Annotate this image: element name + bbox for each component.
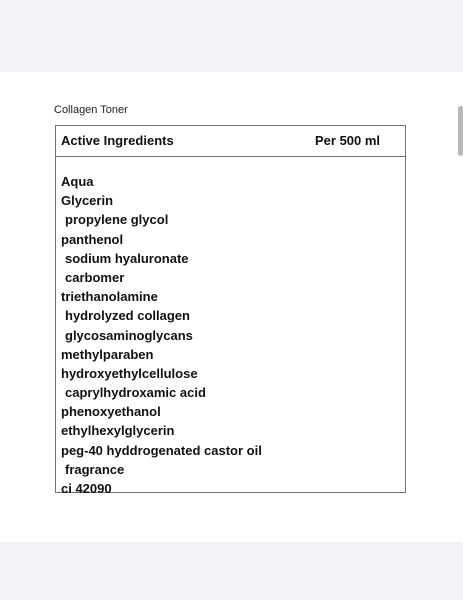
ingredient-item: caprylhydroxamic acid bbox=[65, 385, 206, 401]
document-title: Collagen Toner bbox=[54, 104, 128, 116]
ingredient-item: propylene glycol bbox=[65, 212, 169, 228]
header-per-500-ml: Per 500 ml bbox=[315, 133, 381, 148]
ingredient-item: glycosaminoglycans bbox=[65, 327, 193, 343]
ingredient-item: peg-40 hyddrogenated castor oil bbox=[61, 442, 262, 458]
ingredient-item: phenoxyethanol bbox=[61, 404, 161, 420]
ingredient-item: ci 42090 bbox=[61, 481, 112, 496]
ingredient-item: fragrance bbox=[65, 461, 125, 477]
ingredient-item: triethanolamine bbox=[61, 289, 158, 305]
header-active-ingredients: Active Ingredients bbox=[61, 133, 174, 148]
table-header-row bbox=[56, 126, 405, 157]
ingredient-item: methylparaben bbox=[61, 346, 154, 362]
ingredient-item: hydrolyzed collagen bbox=[65, 308, 190, 324]
ingredient-item: sodium hyaluronate bbox=[65, 250, 189, 266]
ingredient-item: hydroxyethylcellulose bbox=[61, 365, 198, 381]
vertical-scrollbar[interactable] bbox=[458, 106, 463, 156]
ingredient-item: Glycerin bbox=[61, 193, 114, 209]
ingredients-table bbox=[55, 125, 406, 496]
ingredient-item: Aqua bbox=[61, 174, 94, 189]
ingredient-item: ethylhexylglycerin bbox=[61, 423, 175, 439]
ingredient-list bbox=[61, 172, 262, 498]
ingredient-item: panthenol bbox=[61, 231, 124, 247]
ingredient-item: carbomer bbox=[65, 269, 125, 285]
